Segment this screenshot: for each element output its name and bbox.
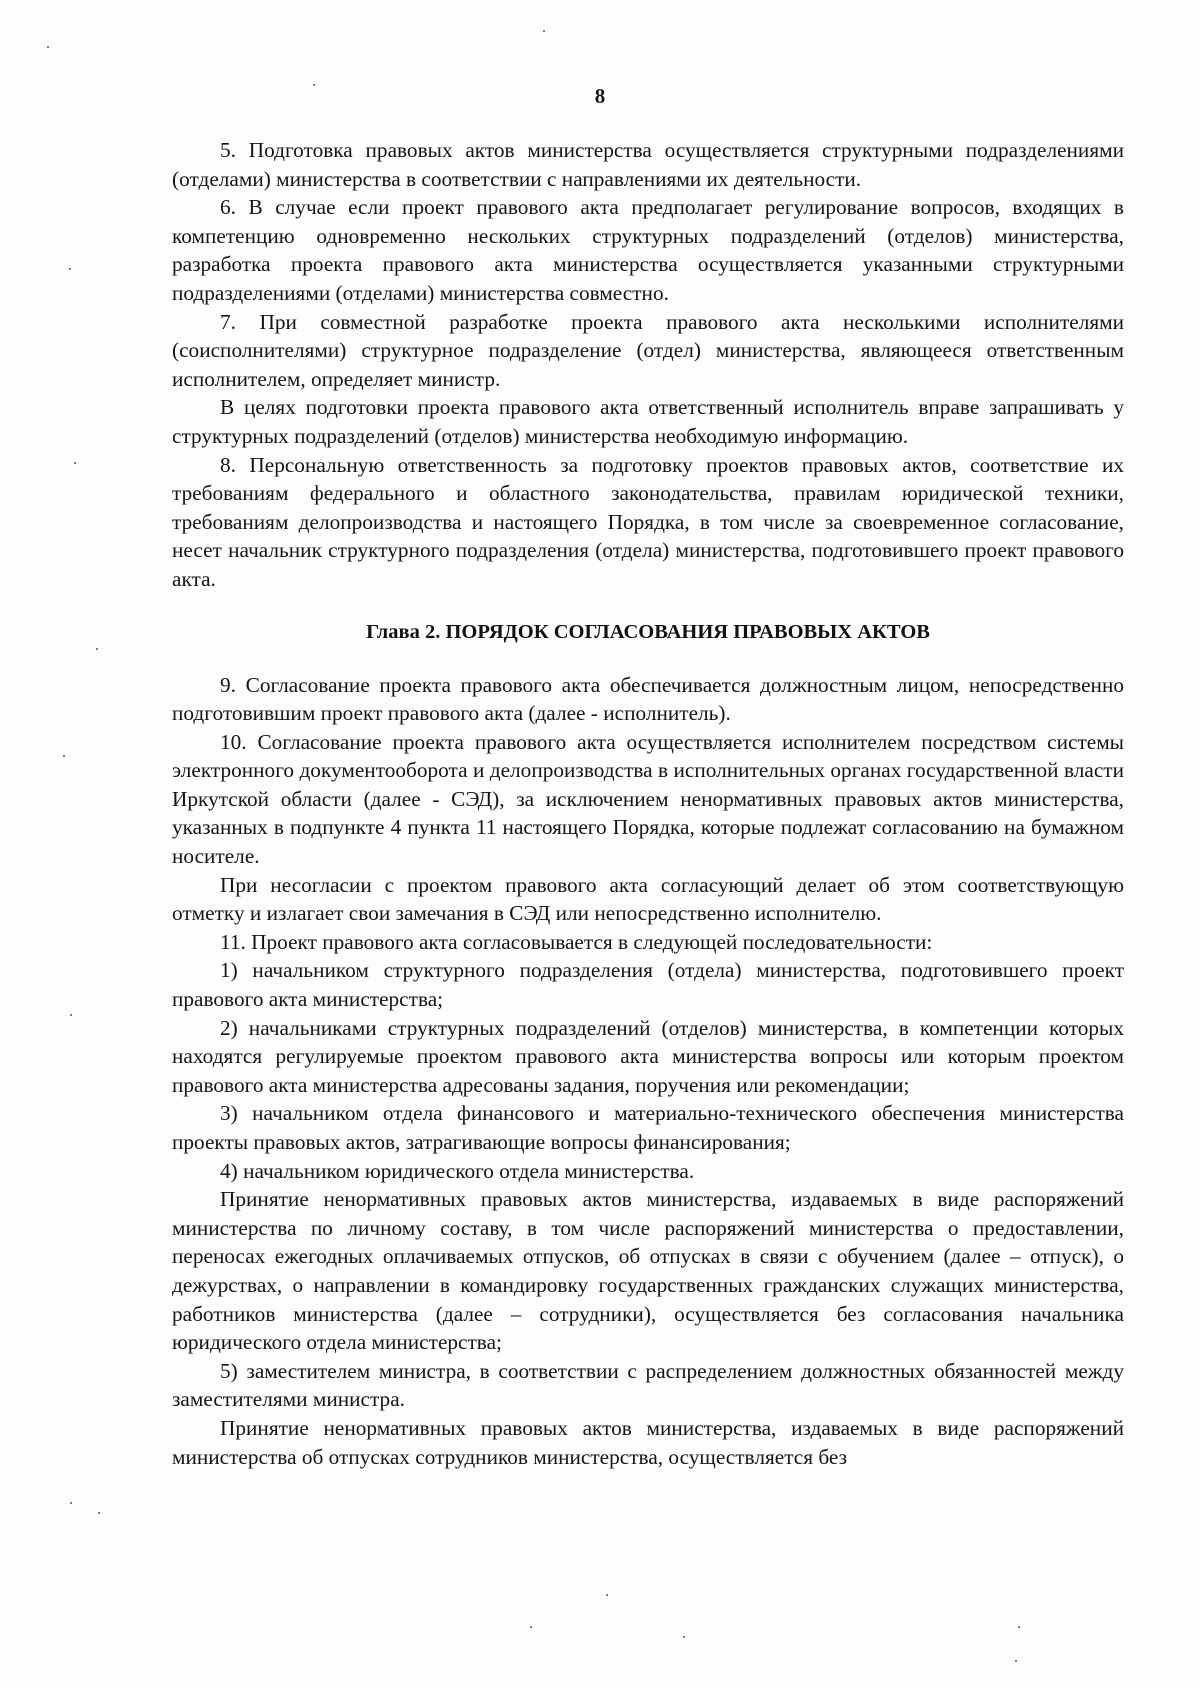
scan-speck: [69, 268, 71, 270]
paragraph-10: 10. Согласование проекта правового акта осуществляется исполнителем посредством системы электронного документооборота и делопроизводства в исполнительных органах государственной власти Иркутской области (далее - СЭД), за исключением ненормативных правовых актов министерства, указанных в подпункте 4 пункта 11 настоящего Порядка, которые подлежат согласованию на бумажном носителе.: [172, 729, 1124, 869]
list-item-3: 3) начальником отдела финансового и материально-технического обеспечения министерства проекты правовых актов, затрагивающие вопросы финансирования;: [172, 1101, 1124, 1154]
document-body: [172, 136, 1124, 1471]
page-number: 8: [594, 84, 606, 108]
scan-speck: [63, 755, 65, 757]
paragraph-5: 5. Подготовка правовых актов министерства осуществляется структурными подразделениями (отделами) министерства в соответствии с направлениями их деятельности.: [172, 138, 1124, 191]
paragraph-8: 8. Персональную ответственность за подготовку проектов правовых актов, соответствие их требованиям федерального и областного законодательства, правилам юридической техники, требованиям делопроизводства и настоящего Порядка, в том числе за своевременное согласование, несет начальник структурного подразделения (отдела) министерства, подготовившего проект правового акта.: [172, 452, 1124, 591]
list-item-4: 4) начальником юридического отдела министерства.: [220, 1158, 695, 1183]
paragraph-7: 7. При совместной разработке проекта правового акта несколькими исполнителями (соисполнителями) структурное подразделение (отдел) министерства, являющееся ответственным исполнителем, определяет министр.: [172, 309, 1124, 391]
list-item-5: 5) заместителем министра, в соответствии с распределением должностных обязанностей между заместителями министра.: [172, 1358, 1124, 1412]
paragraph-6: 6. В случае если проект правового акта предполагает регулирование вопросов, входящих в компетенцию одновременно нескольких структурных подразделений (отделов) министерства, разработка проекта правового акта министерства осуществляется указанными структурными подразделениями (отделами) министерства совместно.: [172, 195, 1124, 305]
list-item-5-note: Принятие ненормативных правовых актов министерства, издаваемых в виде распоряжений министерства об отпусках сотрудников министерства, осуществляется без: [172, 1415, 1124, 1469]
scan-speck: [313, 84, 315, 86]
scan-speck: [74, 462, 76, 464]
paragraph-9: 9. Согласование проекта правового акта обеспечивается должностным лицом, непосредственно подготовившим проект правового акта (далее - исполнитель).: [172, 672, 1124, 726]
paragraph-10-continuation: При несогласии с проектом правового акта согласующий делает об этом соответствующую отметку и излагает свои замечания в СЭД или непосредственно исполнителю.: [172, 872, 1124, 926]
scan-speck: [47, 46, 49, 48]
list-item-4-note: Принятие ненормативных правовых актов министерства, издаваемых в виде распоряжений министерства по личному составу, в том числе распоряжений министерства о предоставлении, переносах ежегодных оплачиваемых отпусков, об отпусках в связи с обучением (далее – отпуск), о дежурствах, о направлении в командировку государственных гражданских служащих министерства, работников министерства (далее – сотрудники), осуществляется без согласования начальника юридического отдела министерства;: [172, 1187, 1124, 1355]
scan-speck: [1015, 1660, 1017, 1662]
paragraph-7-continuation: В целях подготовки проекта правового акта ответственный исполнитель вправе запрашивать у структурных подразделений (отделов) министерства необходимую информацию.: [172, 395, 1124, 448]
scan-speck: [530, 1626, 532, 1628]
scan-speck: [543, 30, 545, 32]
list-item-2: 2) начальниками структурных подразделений (отделов) министерства, в компетенции которых находятся регулируемые проектом правового акта министерства вопросы или которым проектом правового акта министерства адресованы задания, поручения или рекомендации;: [172, 1015, 1124, 1097]
chapter-heading: Глава 2. ПОРЯДОК СОГЛАСОВАНИЯ ПРАВОВЫХ АКТОВ: [366, 620, 930, 643]
scan-speck: [96, 648, 98, 650]
scan-speck: [70, 1502, 72, 1504]
scan-speck: [98, 1512, 100, 1514]
scan-speck: [683, 1636, 685, 1638]
list-item-1: 1) начальником структурного подразделения (отдела) министерства, подготовившего проект правового акта министерства;: [172, 958, 1124, 1012]
scan-speck: [1018, 1626, 1020, 1628]
scan-speck: [606, 1594, 608, 1596]
paragraph-11: 11. Проект правового акта согласовывается в следующей последовательности:: [220, 929, 933, 954]
scan-speck: [70, 1014, 72, 1016]
